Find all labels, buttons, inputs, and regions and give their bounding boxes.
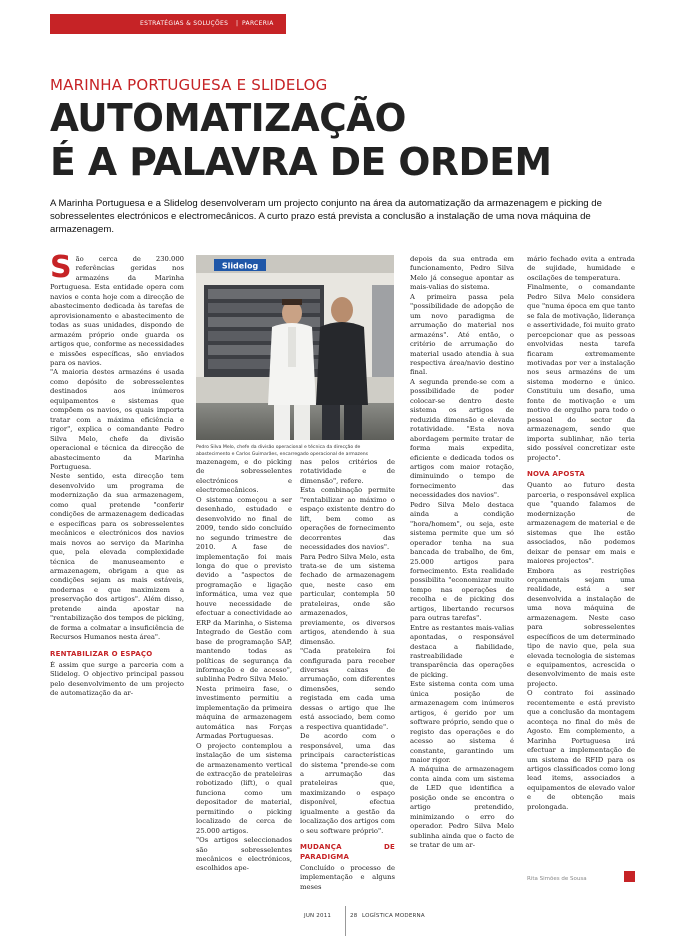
- kicker-title: MARINHA PORTUGUESA E SLIDELOG: [50, 76, 328, 94]
- article-column-2: [196, 458, 292, 873]
- lead-paragraph: A Marinha Portuguesa e a Slidelog desenvolveram um projecto conjunto na área da automatização da armazenagem e picking de sobresselentes electrónicos e electromecânicos. A curto prazo está prevista a conclusão a instalação de uma nova máquina de armazenagem.: [50, 198, 602, 236]
- paragraph: Para Pedro Silva Melo, esta trata-se de um sistema fechado de armazenagem que, neste caso em particular, contempla 50 prateleiras, onde são armazenados, previamente, os diversos artigos, atendendo à sua dimensão.: [300, 552, 395, 646]
- end-mark: [624, 871, 635, 882]
- article-column-3: [300, 458, 395, 891]
- paragraph: Este sistema conta com uma única posição de armazenagem com inúmeros artigos, é gerido por um software próprio, sendo que o registo das operações e do acesso ao sistema é constante, garantindo um maior rigor.: [410, 680, 514, 765]
- paragraph: Pedro Silva Melo destaca ainda a condição "hora/homem", ou seja, este sistema permite que um só operador tenha na sua bancada de trabalho, de 6m, 25.000 artigos para fornecimento. Esta realidade possibilita "economizar muito tempo nas operações de recolha e de picking dos artigos, libertando recursos para outras tarefas".: [410, 500, 514, 623]
- paragraph: "Os artigos seleccionados são sobresselentes mecânicos e electrónicos, escolhidos ape-: [196, 836, 292, 873]
- paragraph: mazenagem, e do picking de sobresselentes electrónicos e electromecânicos.: [196, 458, 292, 495]
- section-separator: |: [236, 20, 239, 27]
- paragraph: Embora as restrições orçamentais sejam uma realidade, está a ser desenvolvida a instalação de uma nova máquina de armazenagem. Neste caso para sobresselentes específicos de um determinado tipo de navio que, pela sua elevada tecnologia de sistemas e equipamentos, acrescida o desenvolvimento de mais este projecto.: [527, 566, 635, 688]
- paragraph: O projecto contemplou a instalação de um sistema de armazenamento vertical de extracção de prateleiras robotizado (lift), o qual funciona como um depositador de material, permitindo o picking localizado de cerca de 25.000 artigos.: [196, 741, 292, 835]
- paragraph: De acordo com o responsável, uma das principais características do sistema "prende-se com a arrumação das prateleiras que, maximizando o espaço disponível, efectua igualmente a gestão da localização dos artigos com o seu software próprio".: [300, 732, 395, 835]
- headline-line-2: É A PALAVRA DE ORDEM: [50, 140, 552, 184]
- paragraph: Nesta primeira fase, o investimento permitiu a implementação da primeira máquina de armazenagem automática nas Forças Armadas Portuguesas.: [196, 684, 292, 741]
- paragraph: É assim que surge a parceria com a Slidelog. O objectivo principal passou pelo desenvolvimento de um projecto de automatização da ar-: [50, 661, 184, 698]
- section-tag: PARCERIA: [242, 20, 274, 27]
- drop-cap: S: [50, 250, 72, 285]
- paragraph: mário fechado evita a entrada de sujidade, humidade e oscilações de temperatura.: [527, 255, 635, 282]
- paragraph: Esta combinação permite "rentabilizar ao máximo o espaço existente dentro do lift, bem como as operações de fornecimento decorrentes das necessidades dos navios".: [300, 486, 395, 552]
- paragraph: depois da sua entrada em funcionamento, Pedro Silva Melo já consegue apontar as mais-valias do sistema.: [410, 255, 514, 292]
- section-header-bar: [50, 14, 286, 34]
- paragraph: "Cada prateleira foi configurada para receber diversas caixas de arrumação, com diferentes dimensões, sendo registada em cada uma dessas o artigo que lhe está associado, bem como a respectiva quantidade".: [300, 647, 395, 731]
- section-label: ESTRATÉGIAS & SOLUÇÕES: [140, 20, 229, 27]
- footer-page-number: 28: [350, 913, 358, 919]
- photo-caption: Pedro Silva Melo, chefe da divisão operacional e técnica da direcção de abastecimento e Carlos Guimarães, encarregado operacional de armazens: [196, 445, 369, 457]
- paragraph: Neste sentido, esta direcção tem desenvolvido um programa de modernização da sua armazenagem, como qual pretende "conferir condições de armazenagem dedicadas e específicas para os sobresselentes mecânicos e electrónicos dos navios mais novos ao serviço da Marinha que, pela elevada complexidade técnica de manuseamento e armazenagem, obrigam a que as condições sejam as mais estáveis, modernas e que maximizem a preservação dos artigos". Além disso, pretende ainda apostar na "rentabilização dos tempos de picking, de forma a colmatar a insuficiência de Recursos Humanos nesta área".: [50, 472, 184, 642]
- paragraph: A máquina de armazenagem conta ainda com um sistema de LED que identifica a posição onde se encontra o artigo pretendido, minimizando o erro do operador. Pedro Silva Melo sublinha ainda que o facto de se tratar de um ar-: [410, 765, 514, 850]
- warehouse-photo: [196, 255, 394, 440]
- slidelog-sign-text: Slidelog: [221, 261, 259, 271]
- paragraph: nas pelos critérios de rotatividade e de dimensão", refere.: [300, 458, 395, 485]
- subheading-rentabilizar: RENTABILIZAR O ESPAÇO: [50, 649, 153, 658]
- headline-line-1: AUTOMATIZAÇÃO: [50, 96, 406, 140]
- footer-divider: [345, 906, 346, 936]
- article-column-4: [410, 255, 514, 865]
- paragraph: A segunda prende-se com a possibilidade de poder colocar-se dentro deste sistema os artigos de reduzida dimensão e elevada rotatividade. "Esta nova abordagem permite tratar de forma mais expedita, eficiente e dedicada todos os artigos com maior rotação, diminuindo o tempo de fornecimento das necessidades dos navios".: [410, 377, 514, 500]
- paragraph: Entre as restantes mais-valias apontadas, o responsável destaca a fiabilidade, rastreabilidade e transparência das operações de picking.: [410, 623, 514, 679]
- article-column-1: [50, 250, 184, 865]
- author-credit: Rita Simões de Sousa: [527, 876, 587, 882]
- paragraph: O sistema começou a ser desenhado, estudado e desenvolvido no final de 2009, tendo sido concluído no segundo trimestre de 2010. A fase de implementação foi mais longa do que o previsto devido a "aspectos de programação e ligação informática, uma vez que houve necessidade de efectuar a conectividade ao ERP da Marinha, o Sistema Integrado de Gestão com base de programação SAP, mantendo todas as políticas de segurança da informação e de acesso", sublinha Pedro Silva Melo.: [196, 495, 292, 684]
- article-column-5: [527, 255, 635, 865]
- paragraph: O contrato foi assinado recentemente e está previsto que a conclusão da montagem aconteça no final do mês de Agosto. Em complemento, a Marinha Portuguesa irá efectuar a implementação de um sistema de RFID para os artigos classificados como long lead items, associados a equipamentos de elevado valor e de obtenção mais prolongada.: [527, 689, 635, 811]
- paragraph: A primeira passa pela "possibilidade de adopção de um novo paradigma de arrumação do material nos armazéns". Até então, o critério de arrumação do material usado atendia à sua respectiva área/navio destino final.: [410, 292, 514, 377]
- subheading-nova-aposta: NOVA APOSTA: [527, 469, 585, 478]
- paragraph: Finalmente, o comandante Pedro Silva Melo considera que "numa época em que tanto se fala de motivação, liderança e assertividade, foi muito grato percepcionar que as pessoas envolvidas nesta tarefa ficaram extremamente motivadas por ver a instalação nos seus armazéns de um sistema moderno e único. Constituiu um desafio, uma fonte de motivação e um motivo de orgulho para todo o pessoal do sector da armazenagem, sendo que importa sublinhar, não teria sido possível concretizar este projecto".: [527, 283, 635, 462]
- article-photo: [196, 255, 394, 440]
- subheading-mudanca: MUDANÇA DE PARADIGMA: [300, 843, 395, 861]
- paragraph: ão cerca de 230.000 referências geridas nos armazéns da Marinha Portuguesa. Esta entidade opera com navios e conta hoje com a direcção de abastecimento dedicada às tarefas de aprovisionamento e abastecimento de todas as suas unidades, dispondo de armazém próprio onde guarda os artigos que, conforme as necessidades e missões específicas, são enviados para os navios.: [50, 255, 184, 367]
- footer-date: JUN 2011: [304, 913, 332, 919]
- paragraph: Quanto ao futuro desta parceria, o responsável explica que "quando falamos de modernização de armazenagem de material e de sistemas que lhe estão associados, não podemos deixar de pensar em mais e maiores projectos".: [527, 481, 635, 566]
- paragraph: "A maioria destes armazéns é usada como depósito de sobresselentes destinados aos inúmeros equipamentos e sistemas que compõem os navios, os quais importa tratar com a máxima eficiência e rigor", explica o comandante Pedro Silva Melo, chefe da divisão operacional e técnica da direcção de abastecimento da Marinha Portuguesa.: [50, 368, 184, 471]
- footer-magazine-name: LOGÍSTICA MODERNA: [362, 913, 425, 919]
- paragraph: Concluído o processo de implementação e alguns meses: [300, 864, 395, 891]
